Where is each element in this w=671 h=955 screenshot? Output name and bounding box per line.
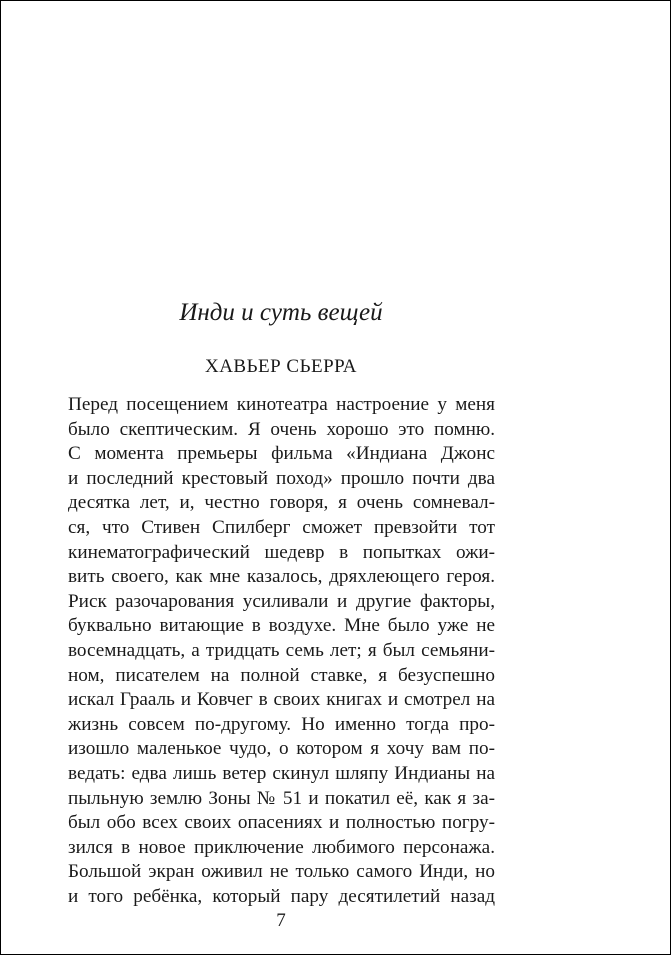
body-line: буквально витающие в воздухе. Мне было уже не — [68, 615, 495, 637]
chapter-title: Инди и суть вещей — [179, 299, 383, 326]
body-line: ся, что Стивен Спилберг сможет превзойти тот — [68, 516, 495, 538]
body-line: Риск разочарования усиливали и другие факторы, — [68, 590, 495, 612]
body-line: и последний крестовый поход» прошло почти два — [68, 467, 495, 489]
body-line: восемнадцать, а тридцать семь лет; я был семьяни- — [68, 639, 495, 661]
body-line: С момента премьеры фильма «Индиана Джонс — [68, 443, 495, 465]
body-line: Перед посещением кинотеатра настроение у меня — [68, 394, 495, 415]
body-line: вить своего, как мне казалось, дряхлеющего героя. — [68, 566, 495, 588]
body-line: ведать: едва лишь ветер скинул шляпу Индианы на — [68, 762, 495, 784]
body-text — [68, 393, 495, 909]
body-line: было скептическим. Я очень хорошо это помню. — [68, 418, 495, 440]
body-line: пыльную землю Зоны № 51 и покатил её, как я за- — [68, 787, 495, 809]
body-line: и того ребёнка, который пару десятилетий назад — [68, 885, 495, 907]
body-line: был обо всех своих опасениях и полностью погру- — [68, 812, 495, 834]
body-line: изошло маленькое чудо, о котором я хочу вам по- — [68, 738, 495, 760]
body-line: кинематографический шедевр в попытках ожи- — [68, 541, 495, 563]
body-line: ном, писателем на полной ставке, я безуспешно — [68, 664, 495, 686]
body-line: Большой экран оживил не только самого Инди, но — [68, 861, 495, 883]
page-number: 7 — [276, 910, 286, 931]
body-line: зился в новое приключение любимого персонажа. — [68, 836, 495, 858]
body-line: искал Грааль и Ковчег в своих книгах и смотрел на — [68, 689, 495, 711]
body-line: жизнь совсем по-другому. Но именно тогда про- — [68, 713, 495, 735]
body-line: десятка лет, и, честно говоря, я очень сомневал- — [68, 492, 495, 514]
chapter-author: ХАВЬЕР СЬЕРРА — [204, 356, 358, 377]
